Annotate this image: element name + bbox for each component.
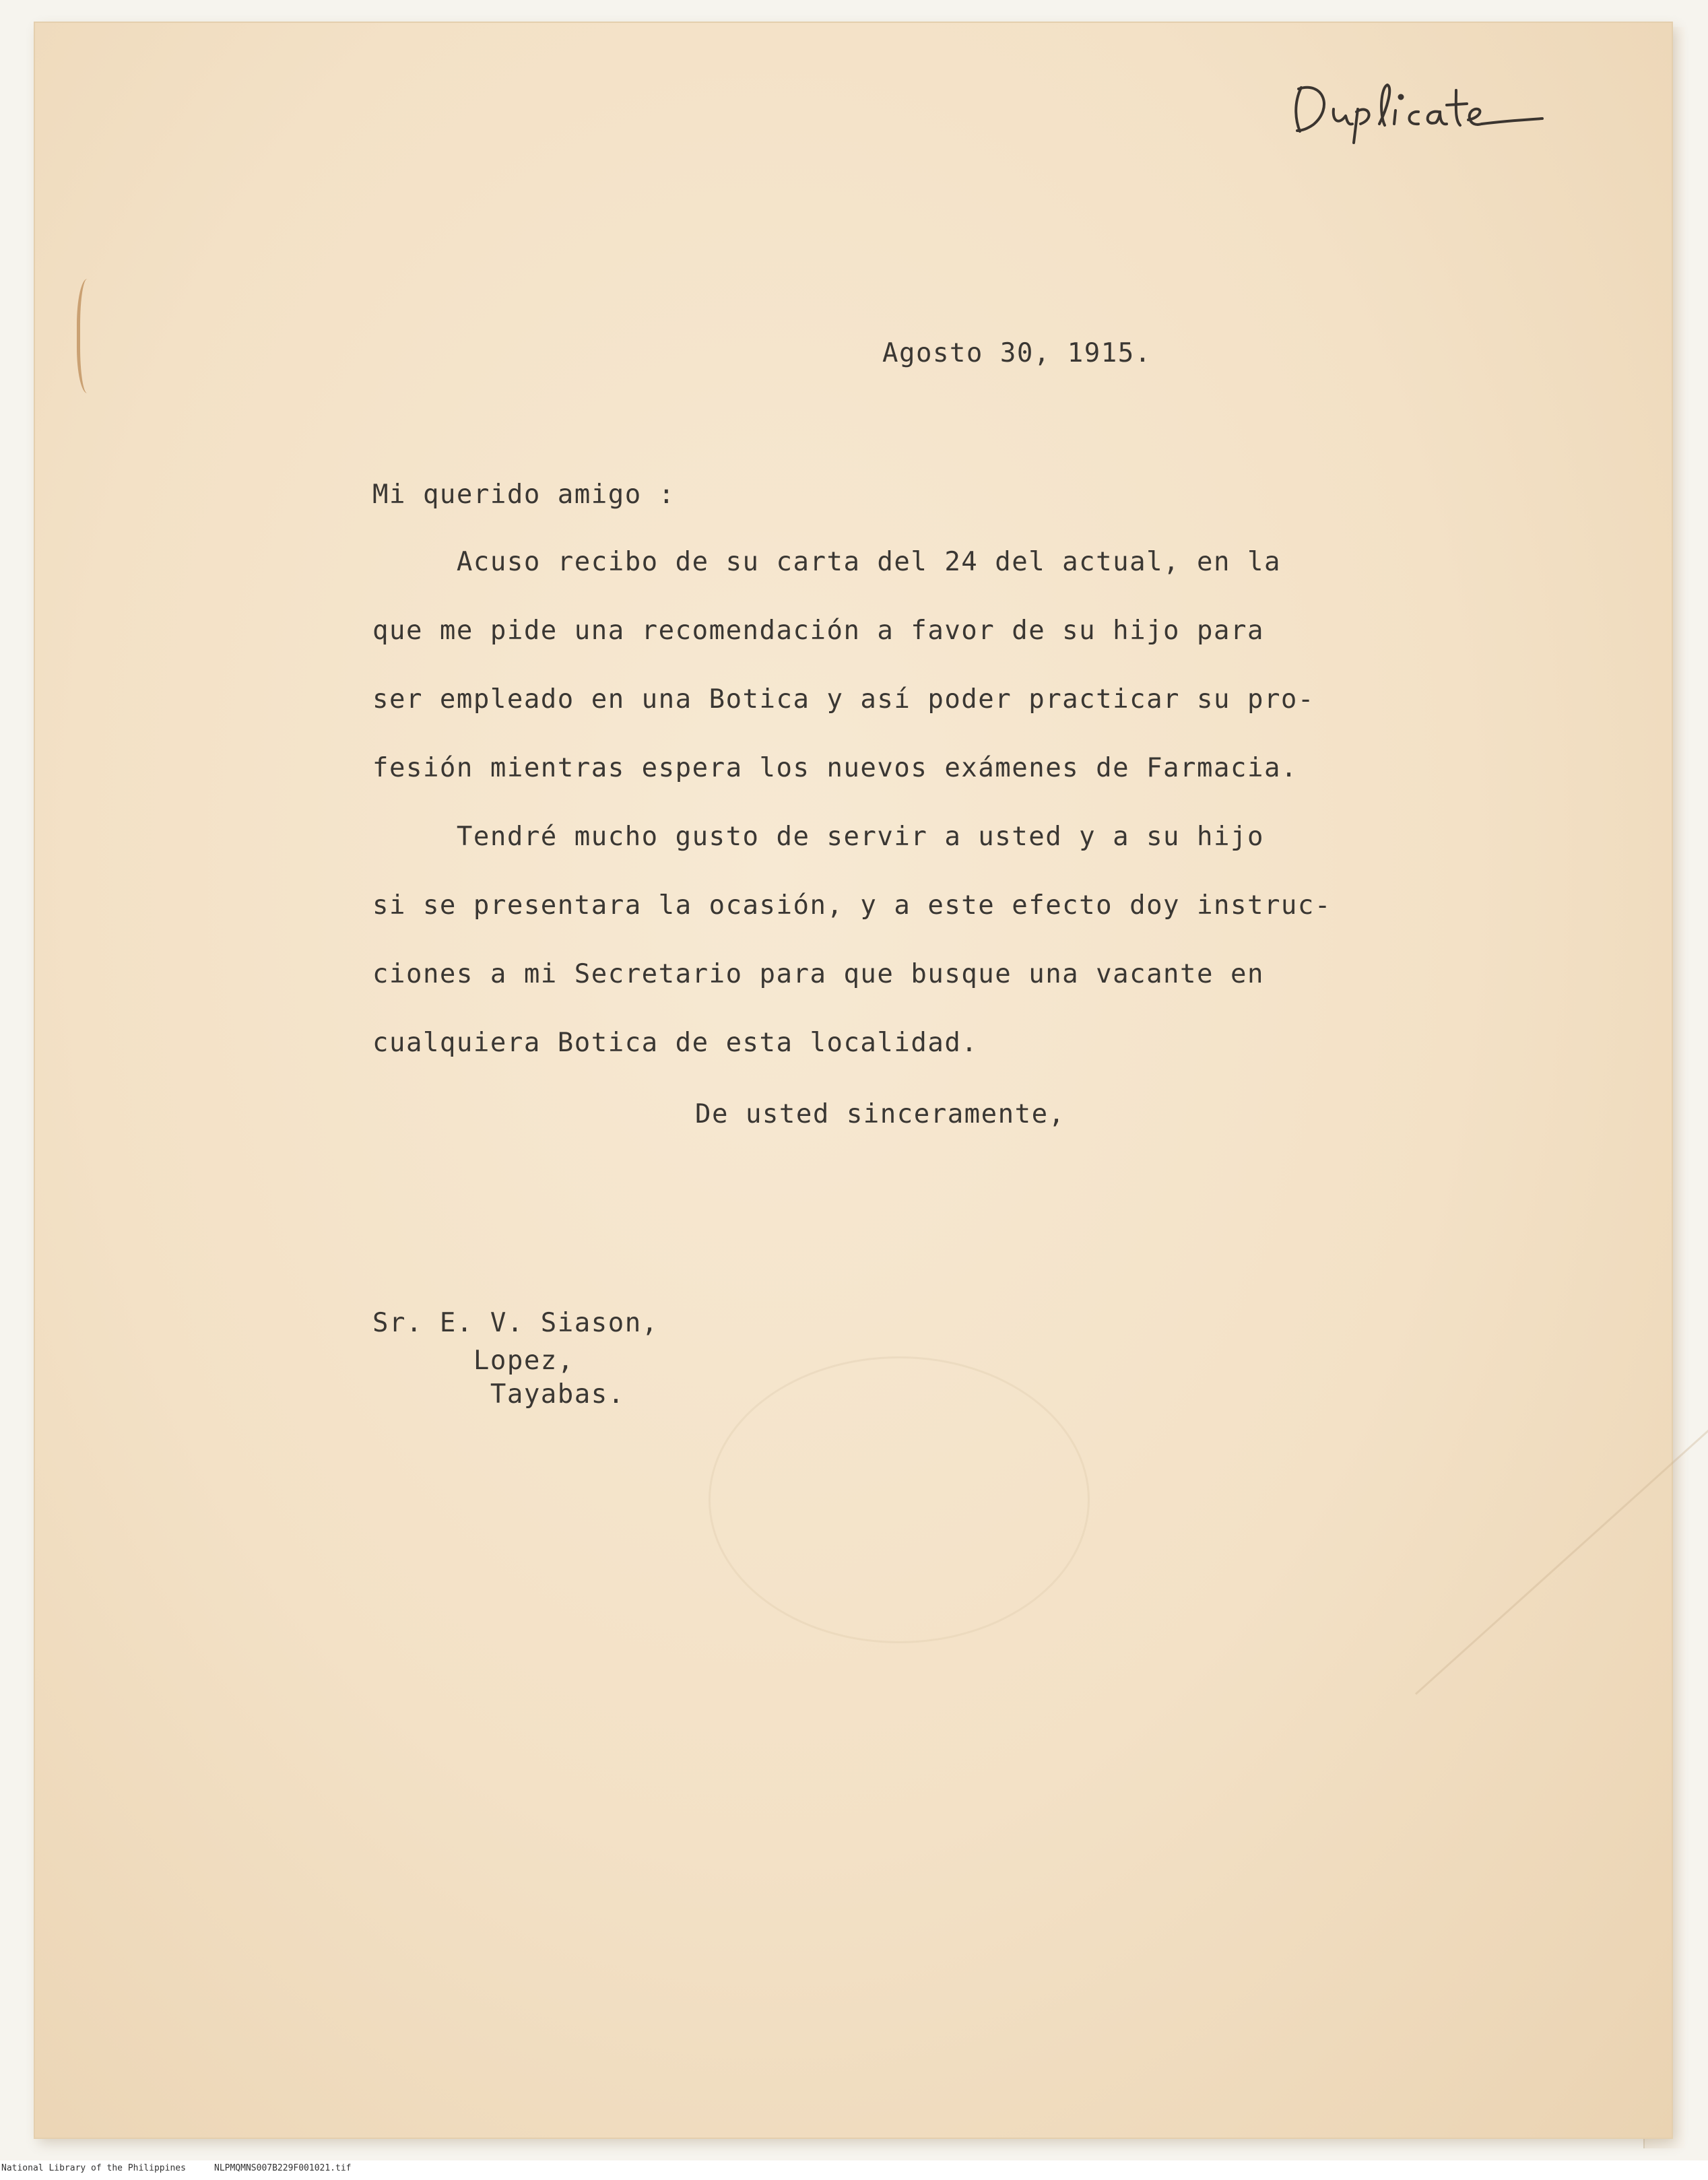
address-line: Sr. E. V. Siason, bbox=[372, 1308, 659, 1338]
rust-stain bbox=[77, 279, 103, 393]
handwritten-duplicate-annotation bbox=[1286, 67, 1569, 148]
footer-filename: NLPMQMNS007B229F001021.tif bbox=[214, 2163, 352, 2173]
address-line: Lopez, bbox=[372, 1346, 574, 1376]
embossed-seal-ghost bbox=[709, 1356, 1090, 1643]
address-line: Tayabas. bbox=[372, 1379, 625, 1410]
footer-library: National Library of the Philippines bbox=[1, 2163, 186, 2173]
body-line: cualquiera Botica de esta localidad. bbox=[372, 1028, 979, 1058]
letter-closing: De usted sinceramente, bbox=[695, 1099, 1065, 1129]
body-line: fesión mientras espera los nuevos exámenes de Farmacia. bbox=[372, 753, 1298, 783]
body-line: ser empleado en una Botica y así poder practicar su pro- bbox=[372, 684, 1315, 715]
body-line: si se presentara la ocasión, y a este efecto doy instruc- bbox=[372, 890, 1332, 921]
body-line: que me pide una recomendación a favor de su hijo para bbox=[372, 616, 1264, 646]
letter-page bbox=[35, 23, 1672, 2138]
body-line: Acuso recibo de su carta del 24 del actual, en la bbox=[372, 547, 1281, 577]
letter-date: Agosto 30, 1915. bbox=[882, 338, 1152, 368]
letter-salutation: Mi querido amigo : bbox=[372, 480, 676, 510]
body-line: Tendré mucho gusto de servir a usted y a su hijo bbox=[372, 822, 1264, 852]
fold-crease bbox=[1415, 1288, 1708, 1694]
body-line: ciones a mi Secretario para que busque una vacante en bbox=[372, 959, 1264, 989]
